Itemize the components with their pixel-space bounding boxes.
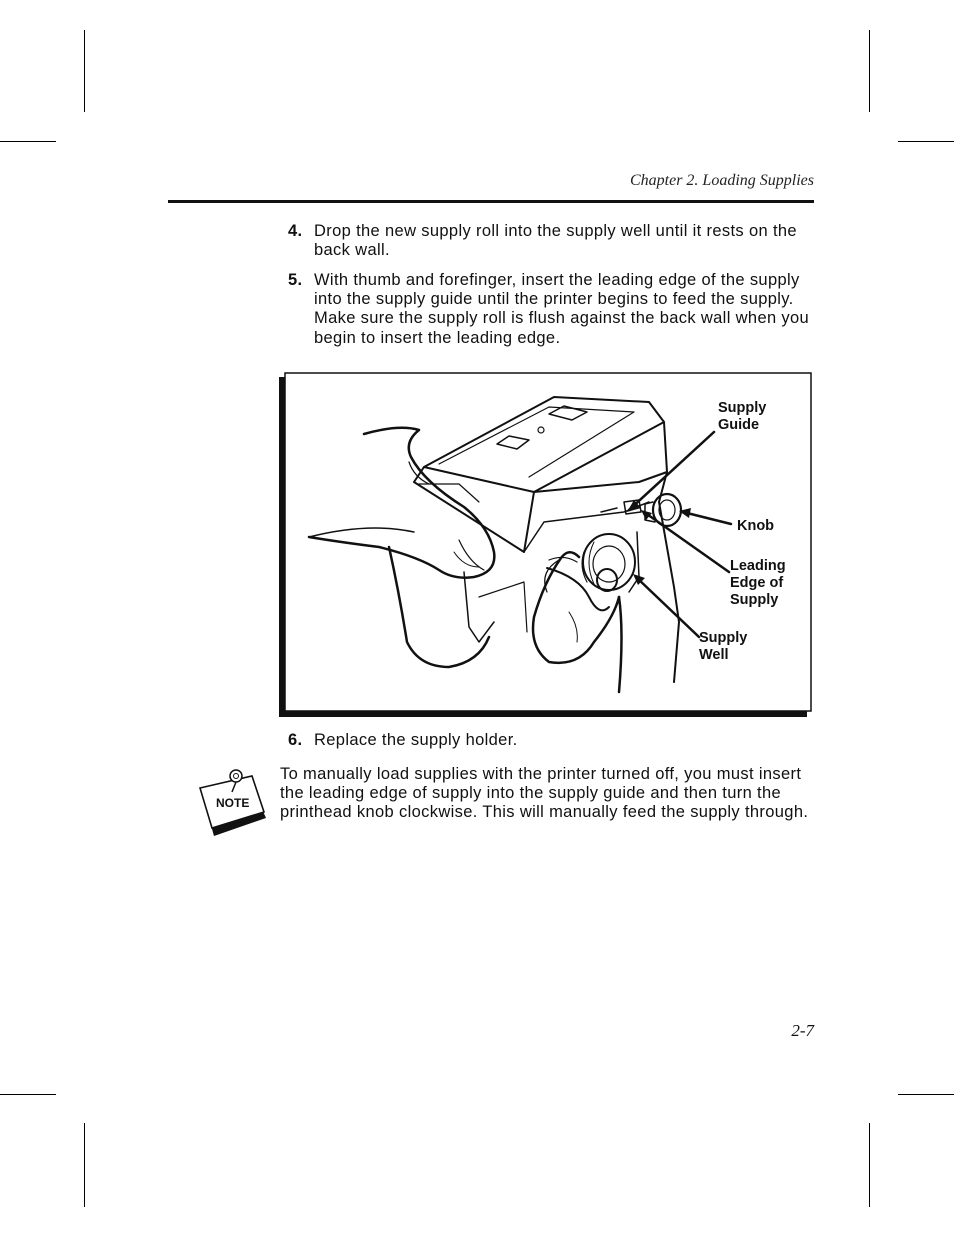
note-icon-label: NOTE <box>216 796 250 810</box>
step-number: 4. <box>288 222 303 240</box>
page-number: 2-7 <box>791 1021 814 1040</box>
step-4 <box>288 222 813 260</box>
note-text: To manually load supplies with the printer turned off, you must insert the leading edge of supply into the supply guide and then turn the printhead knob clockwise. This will manually feed the supply through. <box>280 765 809 822</box>
callout-knob: Knob <box>737 518 775 534</box>
crop-mark <box>84 1123 85 1207</box>
crop-mark <box>0 141 56 142</box>
crop-mark <box>869 1123 870 1207</box>
crop-mark <box>0 1094 56 1095</box>
step-number: 5. <box>288 271 303 289</box>
header-rule <box>168 200 814 203</box>
callout-supply-well: Supply Well <box>699 630 748 663</box>
step-text: With thumb and forefinger, insert the leading edge of the supply into the supply guide until the printer begins to feed the supply. Make sure the supply roll is flush against the back wall when you begin to insert the leading edge. <box>314 271 810 347</box>
crop-mark <box>869 30 870 112</box>
step-5 <box>288 271 813 348</box>
callout-leading-edge: Leading Edge of Supply <box>730 558 786 608</box>
step-text: Drop the new supply roll into the supply well until it rests on the back wall. <box>314 222 797 260</box>
step-number: 6. <box>288 731 303 749</box>
running-header: Chapter 2. Loading Supplies <box>629 172 814 189</box>
crop-mark <box>84 30 85 112</box>
note-icon <box>196 764 274 845</box>
step-text: Replace the supply holder. <box>314 731 518 749</box>
step-6 <box>288 731 813 750</box>
printer-loading-figure <box>279 372 812 712</box>
crop-mark <box>898 141 954 142</box>
callout-supply-guide: Supply Guide <box>718 400 767 433</box>
crop-mark <box>898 1094 954 1095</box>
